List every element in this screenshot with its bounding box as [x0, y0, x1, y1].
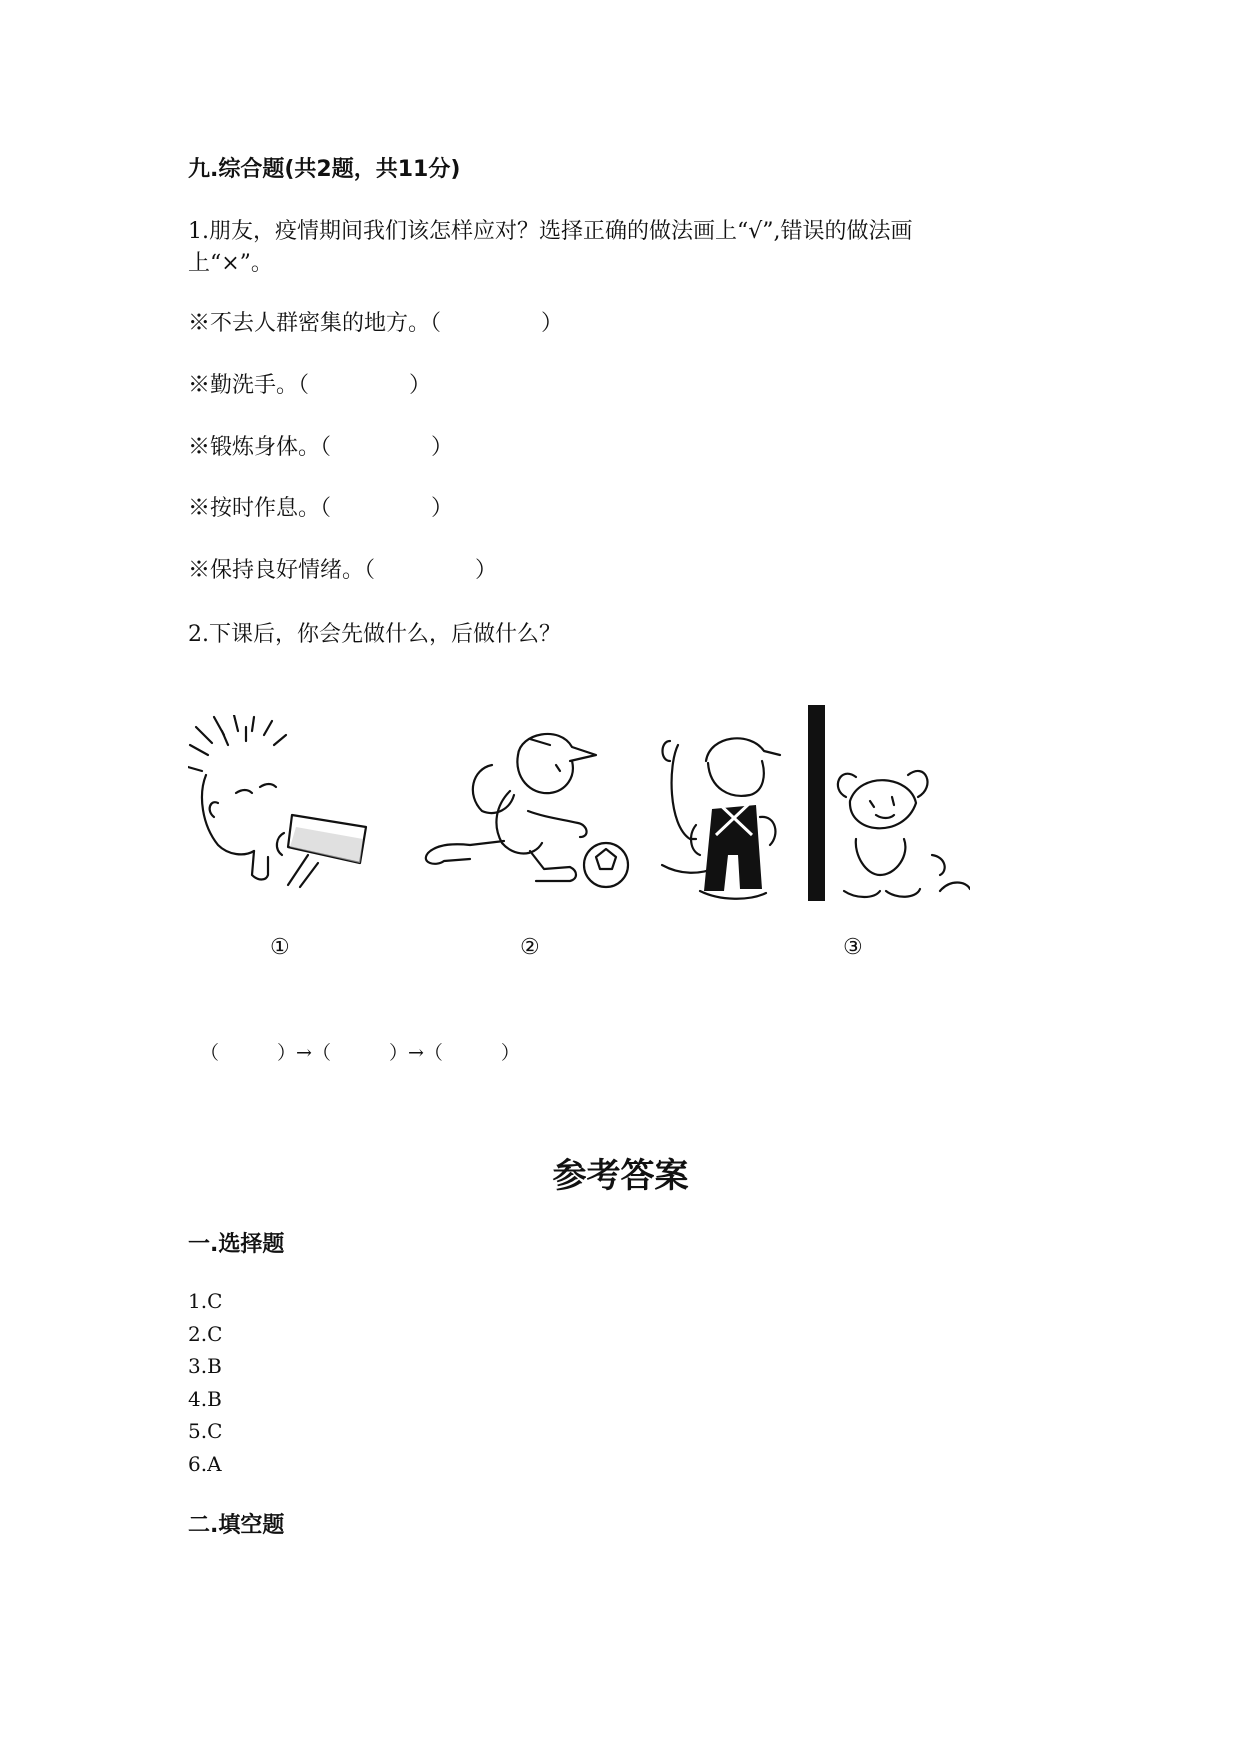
option-item	[188, 368, 431, 399]
option-text: ※锻炼身体。	[188, 435, 321, 460]
answer-item: 1.C	[188, 1289, 223, 1313]
option-item	[188, 306, 563, 337]
answer-item: 2.C	[188, 1321, 223, 1346]
option-answer-blank[interactable]: （ ）	[298, 373, 432, 398]
option-answer-blank[interactable]: （ ）	[364, 558, 498, 583]
answer-item: 5.C	[188, 1419, 223, 1443]
restroom-illustration	[660, 705, 970, 905]
option-item	[188, 491, 453, 522]
picture-label-3: ③	[843, 935, 863, 960]
arrow-icon: →	[296, 1042, 312, 1064]
answers-title: 参考答案	[552, 1156, 689, 1196]
question-1-text-cont: 上“×”。	[188, 251, 273, 276]
answer-item: 6.A	[188, 1451, 222, 1476]
option-item	[188, 430, 453, 461]
answers-part1-list	[188, 1285, 222, 1480]
sequence-blank-2[interactable]: （ ）	[311, 1042, 408, 1064]
arrow-icon: →	[407, 1042, 424, 1064]
sequence-blank-3[interactable]: （ ）	[423, 1042, 520, 1064]
sequence-blank-1[interactable]: （ ）	[200, 1042, 297, 1064]
question-1-text: 1.朋友，疫情期间我们该怎样应对？选择正确的做法画上“√”,错误的做法画	[188, 219, 913, 244]
answers-part2-heading: 二.填空题	[188, 1513, 285, 1538]
playing-soccer-illustration	[410, 725, 635, 890]
option-text: ※按时作息。	[188, 496, 321, 521]
answers-part1-heading: 一.选择题	[188, 1232, 285, 1257]
option-text: ※勤洗手。	[188, 373, 299, 398]
order-sequence	[200, 1038, 520, 1065]
option-item	[188, 553, 497, 584]
option-text: ※保持良好情绪。	[188, 558, 365, 583]
option-answer-blank[interactable]: （ ）	[320, 496, 454, 521]
option-answer-blank[interactable]: （ ）	[320, 435, 454, 460]
question-2-text: 2.下课后，你会先做什么，后做什么？	[188, 622, 561, 647]
answer-item: 4.B	[188, 1386, 222, 1411]
drinking-water-illustration	[188, 715, 388, 900]
picture-label-1: ①	[270, 935, 290, 960]
answer-item: 3.B	[188, 1354, 222, 1378]
section-title: 九.综合题(共2题，共11分)	[188, 157, 461, 182]
option-text: ※不去人群密集的地方。	[188, 311, 431, 336]
picture-label-2: ②	[520, 935, 540, 960]
option-answer-blank[interactable]: （ ）	[430, 311, 564, 336]
